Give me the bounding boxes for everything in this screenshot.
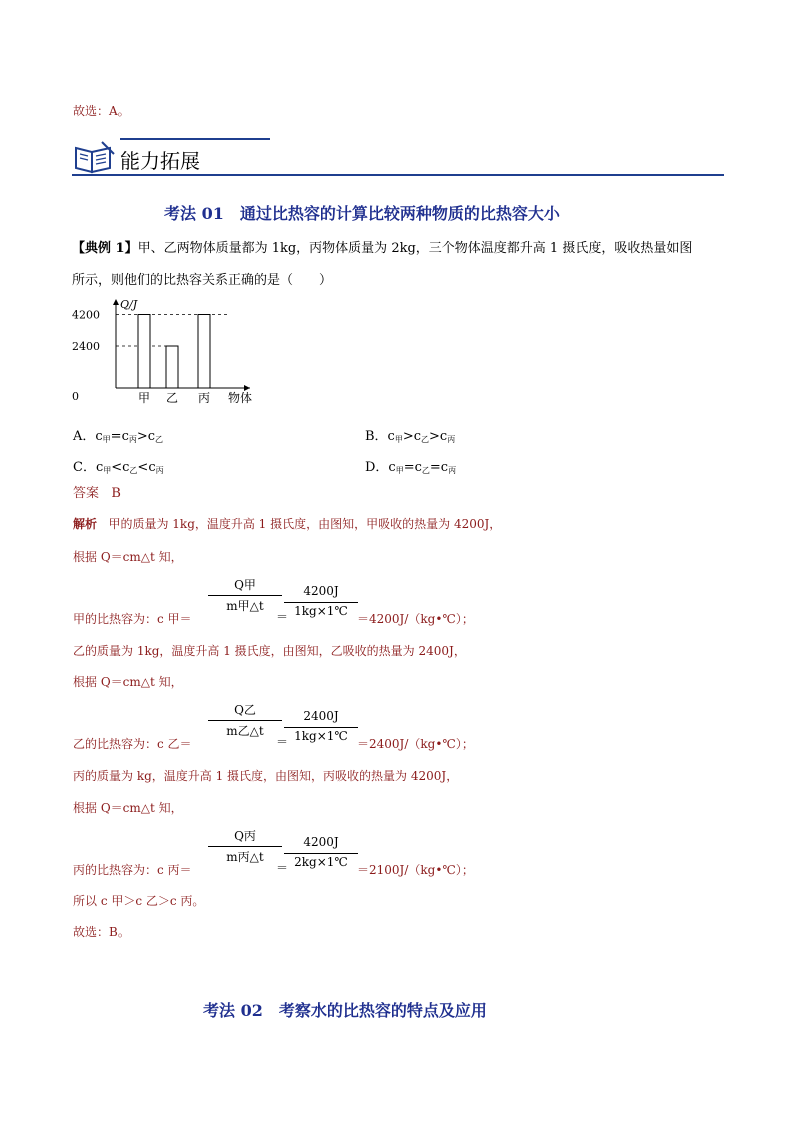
section-title: 能力拓展	[120, 149, 200, 173]
analysis-conclusion: 所以 c 甲＞c 乙＞c 丙。	[73, 894, 205, 908]
method2-title: 考法 02 考察水的比热容的特点及应用	[203, 1001, 487, 1020]
example-text1: 甲、乙两物体质量都为 1kg，丙物体质量为 2kg，三个物体温度都升高 1 摄氏度，吸收热量如图	[137, 241, 693, 256]
x-axis-label: 物体	[228, 391, 253, 405]
option-b[interactable]: B．$c_甲>c_乙>c_丙$	[365, 429, 456, 444]
bar-1	[138, 315, 150, 389]
analysis-basis-2: 根据 Q＝cm△t 知，	[73, 675, 183, 689]
analysis-basis-1: 根据 Q＝cm△t 知，	[73, 550, 183, 564]
previous-answer: 故选：A。	[73, 104, 130, 118]
method1-title: 考法 01 通过比热容的计算比较两种物质的比热容大小	[164, 204, 560, 223]
analysis-label: 解析	[73, 517, 98, 531]
analysis-final: 故选：B。	[73, 925, 130, 939]
y-tick-label: 4200	[72, 308, 100, 322]
example-tag: 【典例 1】	[72, 241, 138, 256]
y-tick-label: 2400	[72, 340, 100, 353]
y-axis-arrow	[113, 299, 119, 305]
header-top-rule	[120, 138, 270, 140]
answer-line	[73, 482, 121, 501]
y-tick-label: 0	[72, 390, 79, 403]
heat-chart	[70, 296, 270, 412]
bar-3	[198, 315, 210, 389]
example-line2: 所示，则他们的比热容关系正确的是（ ）	[72, 273, 333, 288]
header-bottom-rule	[72, 174, 724, 176]
x-tick-label: 丙	[197, 391, 211, 405]
x-tick-label: 乙	[165, 391, 179, 405]
x-tick-label: 甲	[137, 391, 151, 405]
answer-value: B	[111, 486, 121, 501]
analysis-line3: 丙的质量为 kg，温度升高 1 摄氏度，由图知，丙吸收的热量为 4200J，	[73, 769, 459, 783]
section-header	[72, 136, 724, 178]
option-a[interactable]: A．$c_甲=c_丙>c_乙$	[73, 429, 164, 444]
analysis-basis-3: 根据 Q＝cm△t 知，	[73, 801, 183, 815]
example-line1	[72, 237, 692, 256]
analysis-line2: 乙的质量为 1kg，温度升高 1 摄氏度，由图知，乙吸收的热量为 2400J，	[73, 644, 466, 658]
answer-label: 答案	[73, 486, 100, 501]
option-d[interactable]: D．$c_甲=c_乙=c_丙$	[365, 460, 457, 475]
bar-2	[166, 346, 178, 388]
y-axis-label: Q/J	[120, 298, 138, 311]
analysis-line1: 解析 甲的质量为 1kg，温度升高 1 摄氏度，由图知，甲吸收的热量为 4200J，	[73, 517, 502, 531]
option-c[interactable]: C．$c_甲<c_乙<c_丙$	[73, 460, 164, 475]
book-icon	[72, 140, 116, 176]
